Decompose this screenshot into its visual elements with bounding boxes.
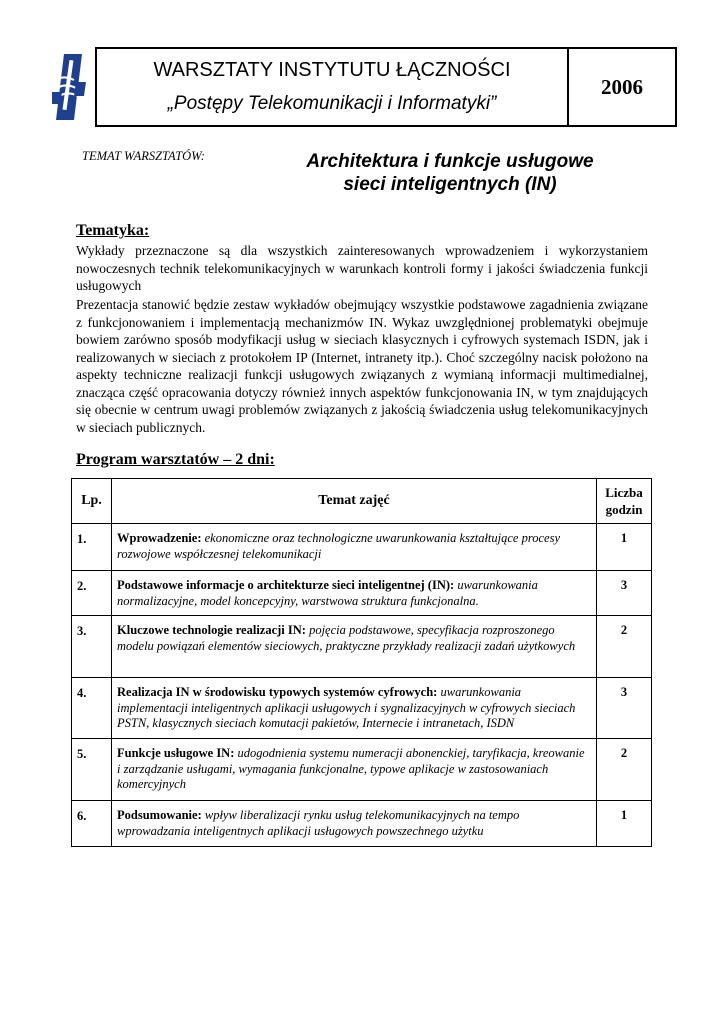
topic-title-line1: Architektura i funkcje usługowe bbox=[306, 151, 594, 172]
row-description: udogodnienia systemu numeracji abonenckiej, taryfikacja, kreowanie i zarządzanie usługami, wymagania funkcjonalne, typowe aplikacje w zastosowaniach komercyjnych bbox=[117, 746, 585, 791]
row-number: 4. bbox=[72, 678, 112, 739]
row-description: ekonomiczne oraz technologiczne uwarunkowania kształtujące procesy rozwojowe współczesnej telekomunikacji bbox=[117, 531, 560, 561]
table-row bbox=[72, 616, 652, 678]
table-row bbox=[72, 524, 652, 571]
row-hours: 3 bbox=[597, 571, 652, 616]
row-topic bbox=[112, 801, 597, 847]
row-topic bbox=[112, 616, 597, 678]
col-header-lp: Lp. bbox=[72, 479, 112, 524]
row-hours: 1 bbox=[597, 801, 652, 847]
tematyka-paragraph-2: Prezentacja stanowić będzie zestaw wykładów obejmujący wszystkie podstawowe zagadnienia związane z funkcjonowaniem i implementacją mechanizmów IN. Wykaz uwzględnionej problematyki obejmuje bowiem zarówno sposób modyfikacji usług w sieciach klasycznych i cyfrowych systemach ISDN, jak i realizowanych w sieciach z protokołem IP (Internet, intranety itp.). Choć szczególny nacisk położono na aspekty techniczne realizacji funkcji usługowych związanych z wymianą informacji multimedialnej, znacząca część opracowania dotyczy również innych aspektów funkcjonowania IN, w tym znajdujących się obecnie w centrum uwagi problemów związanych z jakością świadczenia usług telekomunikacyjnych w sieciach publicznych. bbox=[76, 297, 648, 435]
row-hours: 2 bbox=[597, 739, 652, 801]
row-title: Kluczowe technologie realizacji IN: bbox=[117, 623, 306, 637]
row-topic bbox=[112, 739, 597, 801]
program-table bbox=[71, 478, 652, 847]
row-description: pojęcia podstawowe, specyfikacja rozproszonego modelu powiązań elementów sieciowych, praktyczne przykłady realizacji zadań użytkowych bbox=[117, 623, 576, 653]
row-topic bbox=[112, 571, 597, 616]
row-number: 5. bbox=[72, 739, 112, 801]
table-row bbox=[72, 801, 652, 847]
row-description: uwarunkowania normalizacyjne, model koncepcyjny, warstwowa struktura funkcjonalna. bbox=[117, 578, 538, 608]
row-number: 6. bbox=[72, 801, 112, 847]
row-hours: 1 bbox=[597, 524, 652, 571]
tematyka-heading: Tematyka: bbox=[76, 222, 150, 239]
col-header-topic: Temat zajęć bbox=[112, 479, 597, 524]
col-header-hours-line2: godzin bbox=[605, 502, 643, 517]
row-number: 1. bbox=[72, 524, 112, 571]
row-title: Wprowadzenie: bbox=[117, 531, 202, 545]
row-number: 2. bbox=[72, 571, 112, 616]
conference-subtitle: „Postępy Telekomunikacji i Informatyki” bbox=[167, 93, 497, 114]
col-header-hours-line1: Liczba bbox=[605, 485, 643, 500]
table-row bbox=[72, 678, 652, 739]
row-description: wpływ liberalizacji rynku usług telekomunikacyjnych na tempo wprowadzania inteligentnych aplikacji usługowych powszechnego użytku bbox=[117, 808, 520, 838]
row-title: Podsumowanie: bbox=[117, 808, 202, 822]
row-hours: 2 bbox=[597, 616, 652, 678]
row-topic bbox=[112, 524, 597, 571]
header-title-cell bbox=[97, 49, 569, 125]
topic-title-line2: sieci inteligentnych (IN) bbox=[343, 174, 557, 195]
table-header-row bbox=[72, 479, 652, 524]
institute-name: WARSZTATY INSTYTUTU ŁĄCZNOŚCI bbox=[153, 59, 511, 81]
row-title: Podstawowe informacje o architekturze sieci inteligentnej (IN): bbox=[117, 578, 455, 592]
col-header-hours bbox=[597, 479, 652, 524]
year-cell: 2006 bbox=[601, 74, 643, 99]
table-row bbox=[72, 571, 652, 616]
tematyka-paragraph-1: Wykłady przeznaczone są dla wszystkich zainteresowanych wprowadzeniem i wykorzystaniem nowoczesnych technik telekomunikacyjnych w warunkach kontroli formy i jakości świadczenia funkcji usługowych bbox=[76, 243, 648, 293]
row-hours: 3 bbox=[597, 678, 652, 739]
row-number: 3. bbox=[72, 616, 112, 678]
row-title: Funkcje usługowe IN: bbox=[117, 746, 235, 760]
header-box bbox=[95, 47, 677, 127]
row-description: uwarunkowania implementacji inteligentnych aplikacji usługowych i sygnalizacyjnych w cyfrowych sieciach PSTN, klasycznych sieciach komutacji pakietów, Internecie i intranetach, ISDN bbox=[117, 685, 576, 730]
table-row bbox=[72, 739, 652, 801]
topic-title bbox=[270, 150, 630, 196]
program-heading: Program warsztatów – 2 dni: bbox=[76, 451, 275, 468]
topic-label: TEMAT WARSZTATÓW: bbox=[82, 149, 205, 163]
row-topic bbox=[112, 678, 597, 739]
institute-logo bbox=[52, 52, 86, 122]
row-title: Realizacja IN w środowisku typowych systemów cyfrowych: bbox=[117, 685, 438, 699]
